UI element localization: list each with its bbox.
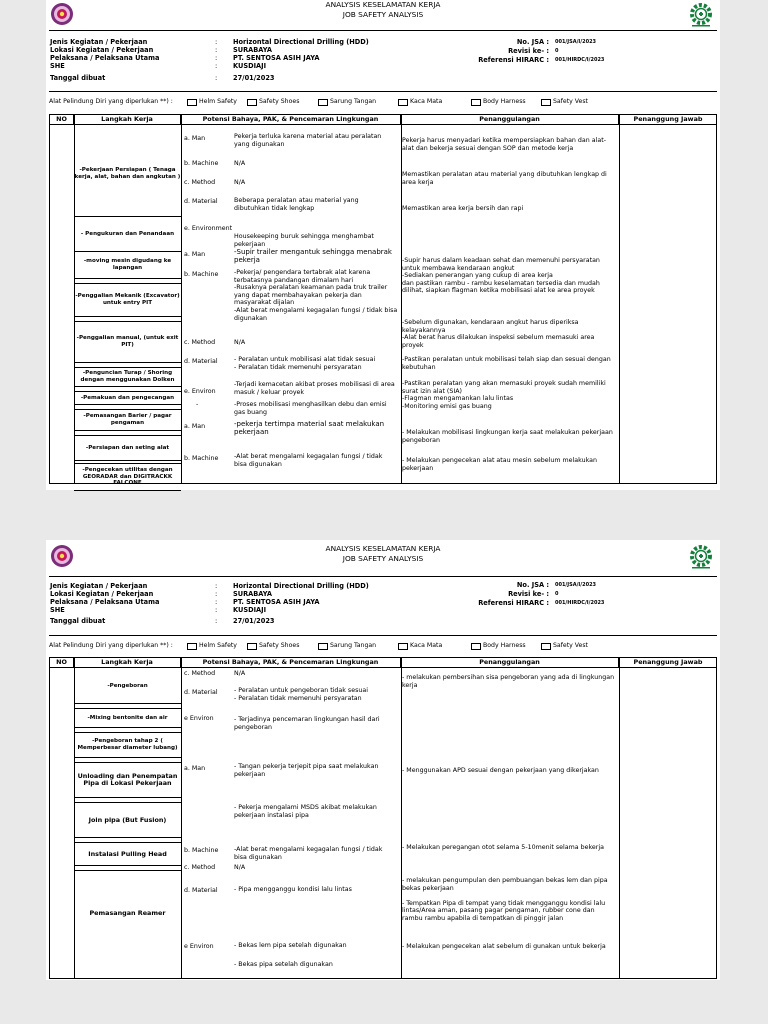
apd-helm-safety: Helm Safety (199, 98, 237, 105)
colon: : (215, 74, 218, 82)
label-lokasi: Lokasi Kegiatan / Pekerjaan (50, 590, 154, 598)
label-she: SHE (50, 606, 65, 614)
value-jenis-kegiatan: Horizontal Directional Drilling (HDD) (233, 582, 369, 590)
colon: : (215, 582, 218, 590)
colon: : (215, 598, 218, 606)
label-revisi: Revisi ke- : (508, 47, 549, 55)
label-jenis-kegiatan: Jenis Kegiatan / Pekerjaan (50, 38, 148, 46)
cat-method: c. Method (184, 339, 216, 346)
label-referensi: Referensi HIRARC : (478, 599, 549, 607)
step-galian-manual: -Penggalian manual, (untuk exit PIT) (74, 321, 181, 363)
colon: : (215, 606, 218, 614)
checkbox-safety-shoes[interactable] (247, 643, 257, 650)
hazard-text: -Supir trailer mengantuk sehingga menabrak pekerja (234, 248, 392, 264)
label-pelaksana: Pelaksana / Pelaksana Utama (50, 54, 160, 62)
colon: : (215, 617, 218, 625)
label-she: SHE (50, 62, 65, 70)
step-pemasangan-barier: -Pemasangan Barier / pagar pengaman (74, 409, 181, 431)
control-text: -Pastikan peralatan untuk mobilisasi telah siap dan sesuai dengan kebutuhan (402, 356, 611, 371)
step-pengeboran: -Pengeboran (74, 670, 181, 704)
col-penanggung-jawab: Penanggung Jawab (633, 658, 703, 666)
apd-kaca-mata: Kaca Mata (410, 642, 443, 649)
cat-material: d. Material (184, 198, 218, 205)
control-text: - Melakukan pengecekan alat sebelum di gunakan untuk bekerja (402, 943, 606, 950)
step-pemasangan-reamer: Pemasangan Reamer (74, 870, 181, 956)
hazard-text: N/A (234, 160, 246, 167)
step-mixing-bentonite: -Mixing bentonite dan air (74, 708, 181, 728)
cat-environ: e. Environ (184, 388, 216, 395)
checkbox-helm-safety[interactable] (187, 643, 197, 650)
hazard-text: -Terjadi kemacetan akibat proses mobilisasi di area masuk / keluar proyek (234, 381, 395, 396)
apd-body-harness: Body Harness (483, 642, 526, 649)
step-unloading-pipa: Unloading dan Penempatan Pipa di Lokasi Pekerjaan (74, 762, 181, 798)
jsa-table (49, 657, 717, 979)
apd-kaca-mata: Kaca Mata (410, 98, 443, 105)
colon: : (215, 38, 218, 46)
colon: : (215, 54, 218, 62)
checkbox-body-harness[interactable] (471, 99, 481, 106)
apd-safety-shoes: Safety Shoes (259, 98, 300, 105)
cat-material: d. Material (184, 689, 218, 696)
value-referensi: 001/HIRDC/I/2023 (555, 600, 605, 606)
col-langkah-kerja: Langkah Kerja (74, 658, 181, 667)
jsa-page-2 (46, 540, 720, 980)
col-langkah-kerja: Langkah Kerja (74, 115, 181, 124)
checkbox-kaca-mata[interactable] (398, 99, 408, 106)
colon: : (215, 590, 218, 598)
step-pemakuan: -Pemakuan dan pengecangan (74, 391, 181, 405)
apd-sarung-tangan: Sarung Tangan (330, 642, 377, 649)
value-revisi: 0 (555, 591, 559, 597)
apd-helm-safety: Helm Safety (199, 642, 237, 649)
value-lokasi: SURABAYA (233, 46, 273, 54)
cat-method: c. Method (184, 670, 216, 677)
hazard-text: N/A (234, 670, 246, 677)
apd-body-harness: Body Harness (483, 98, 526, 105)
cat-man: a. Man (184, 135, 206, 142)
hazard-text: - Peralatan untuk pengeboran tidak sesuai - Peralatan tidak memenuhi persyaratan (234, 687, 368, 702)
control-text: - Melakukan peregangan otot selama 5-10menit selama bekerja (402, 844, 604, 851)
control-text: Pekerja harus menyadari ketika mempersiapkan bahan dan alat-alat dan bekerja sesuai dengan SOP dan metode kerja (402, 137, 606, 152)
hazard-text: - Tangan pekerja terjepit pipa saat melakukan pekerjaan (234, 763, 379, 778)
step-penguncian-turap: -Penguncian Turap / Shoring dengan menggunakan Dolken (74, 367, 181, 387)
cat-machine: b. Machine (184, 160, 219, 167)
col-no: NO (50, 658, 74, 667)
checkbox-safety-shoes[interactable] (247, 99, 257, 106)
apd-safety-shoes: Safety Shoes (259, 642, 300, 649)
cat-man: a. Man (184, 765, 206, 772)
control-text: - melakukan pembersihan sisa pengeboran yang ada di lingkungan kerja (402, 674, 615, 689)
value-pelaksana: PT. SENTOSA ASIH JAYA (233, 598, 320, 606)
cat-machine: b. Machine (184, 271, 219, 278)
value-no-jsa: 001/JSA/I/2023 (555, 582, 597, 588)
col-potensi-bahaya: Potensi Bahaya, PAK, & Pencemaran Lingkungan (181, 115, 401, 124)
apd-row (49, 98, 717, 108)
checkbox-sarung-tangan[interactable] (318, 99, 328, 106)
value-tanggal: 27/01/2023 (233, 74, 275, 82)
value-no-jsa: 001/JSA/I/2023 (555, 39, 597, 45)
apd-sarung-tangan: Sarung Tangan (330, 98, 377, 105)
control-text: Memastikan peralatan atau material yang dibutuhkan lengkap di area kerja (402, 171, 607, 186)
checkbox-body-harness[interactable] (471, 643, 481, 650)
checkbox-sarung-tangan[interactable] (318, 643, 328, 650)
step-instalasi-pulling-head: Instalasi Pulling Head (74, 842, 181, 866)
cat-man: a. Man (184, 251, 206, 258)
doc-subtitle: JOB SAFETY ANALYSIS (342, 554, 424, 563)
doc-title: ANALYSIS KESELAMATAN KERJA (325, 0, 441, 9)
cat-method: c. Method (184, 864, 216, 871)
step-persiapan: -Pekerjaan Persiapan ( Tenaga kerja, alat, bahan dan angkutan ) (74, 131, 181, 217)
cat-dash: - (196, 401, 199, 408)
label-tanggal: Tanggal dibuat (50, 74, 106, 82)
hazard-text: N/A (234, 339, 246, 346)
control-text: - Melakukan pengecekan alat atau mesin sebelum melakukan pekerjaan (402, 457, 597, 472)
apd-safety-vest: Safety Vest (553, 98, 588, 105)
col-penanggung-jawab: Penanggung Jawab (633, 115, 703, 123)
checkbox-safety-vest[interactable] (541, 99, 551, 106)
doc-subtitle: JOB SAFETY ANALYSIS (342, 10, 424, 19)
hazard-text: -Alat berat mengalami kegagalan fungsi / tidak bisa digunakan (234, 846, 383, 861)
col-penanggulangan: Penanggulangan (401, 115, 619, 124)
control-text: - Melakukan mobilisasi lingkungan kerja saat melakukan pekerjaan pengeboran (402, 429, 613, 444)
control-text: - Menggunakan APD sesuai dengan pekerjaan yang dikerjakan (402, 767, 599, 774)
label-referensi: Referensi HIRARC : (478, 56, 549, 64)
label-pelaksana: Pelaksana / Pelaksana Utama (50, 598, 160, 606)
label-no-jsa: No. JSA : (516, 38, 549, 46)
value-revisi: 0 (555, 48, 559, 54)
header-block (49, 576, 717, 636)
hazard-text: - Pekerja mengalami MSDS akibat melakukan pekerjaan instalasi pipa (234, 804, 377, 819)
hazard-text: Beberapa peralatan atau material yang dibutuhkan tidak lengkap (234, 197, 359, 212)
label-no-jsa: No. JSA : (516, 581, 549, 589)
step-pengeboran-tahap-2: -Pengeboran tahap 2 ( Memperbesar diameter lubang) (74, 732, 181, 758)
step-galian-mekanik: -Penggalian Mekanik (Excavator) untuk entry PIT (74, 283, 181, 317)
cat-environment: e. Environment (184, 225, 233, 232)
cat-man: a. Man (184, 423, 206, 430)
step-persiapan-alat: -Persiapan dan seting alat (74, 435, 181, 461)
cat-material: d. Material (184, 887, 218, 894)
label-lokasi: Lokasi Kegiatan / Pekerjaan (50, 46, 154, 54)
value-she: KUSDIAJI (233, 62, 267, 70)
hazard-text: - Pipa mengganggu kondisi lalu lintas (234, 886, 352, 893)
step-pengecekan-utilitas: -Pengecekan utilitas dengan GEORADAR dan DIGITRACKK FALCONE (74, 463, 181, 491)
hazard-text: N/A (234, 864, 246, 871)
label-jenis-kegiatan: Jenis Kegiatan / Pekerjaan (50, 582, 148, 590)
hazard-text: - Bekas pipa setelah digunakan (234, 961, 333, 968)
hazard-text: -pekerja tertimpa material saat melakukan pekerjaan (234, 420, 385, 436)
apd-label: Alat Pelindung Diri yang diperlukan **) : (49, 642, 173, 649)
value-tanggal: 27/01/2023 (233, 617, 275, 625)
hazard-text: N/A (234, 179, 246, 186)
cat-environ: e Environ (184, 715, 214, 722)
apd-safety-vest: Safety Vest (553, 642, 588, 649)
cat-method: c. Method (184, 179, 216, 186)
col-no: NO (50, 115, 74, 124)
label-revisi: Revisi ke- : (508, 590, 549, 598)
control-text: -Sebelum digunakan, kendaraan angkut harus diperiksa kelayakannya -Alat berat harus dilakukan inspeksi sebelum memasuki area proyek (402, 319, 595, 349)
hazard-text: -Alat berat mengalami kegagalan fungsi / tidak bisa digunakan (234, 453, 383, 468)
control-text: Memastikan area kerja bersih dan rapi (402, 205, 524, 212)
jsa-page-1 (46, 0, 720, 490)
apd-label: Alat Pelindung Diri yang diperlukan **) : (49, 98, 173, 105)
hazard-text: - Terjadinya pencemaran lingkungan hasil dari pengeboran (234, 716, 380, 731)
doc-title: ANALYSIS KESELAMATAN KERJA (325, 544, 441, 553)
checkbox-helm-safety[interactable] (187, 99, 197, 106)
value-she: KUSDIAJI (233, 606, 267, 614)
colon: : (215, 62, 218, 70)
hazard-text: -Pekerja/ pengendara tertabrak alat karena terbatasnya pandangan dimalam hari -Rusaknya peralatan keamanan pada truk trailer yang dapat membahayakan pekerja dan masyarakat dijalan -Alat berat mengalami kegagalan fungsi / tidak bisa digunakan (234, 269, 398, 322)
hazard-text: Pekerja terluka karena material atau peralatan yang digunakan (234, 133, 382, 148)
checkbox-safety-vest[interactable] (541, 643, 551, 650)
colon: : (215, 46, 218, 54)
value-lokasi: SURABAYA (233, 590, 273, 598)
control-text: -Supir harus dalam keadaan sehat dan memenuhi persyaratan untuk membawa kendaraan angkut -Sediakan penerangan yang cukup di area kerja dan pastikan rambu - rambu keselamatan tersedia dan mudah dilihat, siapkan flagman ketika mobilisasi alat ke area proyek (402, 257, 600, 295)
value-jenis-kegiatan: Horizontal Directional Drilling (HDD) (233, 38, 369, 46)
cat-machine: b. Machine (184, 847, 219, 854)
value-pelaksana: PT. SENTOSA ASIH JAYA (233, 54, 320, 62)
jsa-table (49, 114, 717, 487)
cat-material: d. Material (184, 358, 218, 365)
hazard-text: Housekeeping buruk sehingga menghambat pekerjaan (234, 233, 374, 248)
checkbox-kaca-mata[interactable] (398, 643, 408, 650)
col-potensi-bahaya: Potensi Bahaya, PAK, & Pencemaran Lingkungan (181, 658, 401, 667)
step-join-pipa: Join pipa (But Fusion) (74, 802, 181, 838)
apd-row (49, 642, 717, 652)
header-block (49, 30, 717, 92)
value-referensi: 001/HIRDC/I/2023 (555, 57, 605, 63)
hazard-text: -Proses mobilisasi menghasilkan debu dan emisi gas buang (234, 401, 387, 416)
cat-machine: b. Machine (184, 455, 219, 462)
control-text: -Pastikan peralatan yang akan memasuki proyek sudah memiliki surat izin alat (SIA) -Flagman mengamankan lalu lintas -Monitoring emisi gas buang (402, 380, 606, 410)
step-moving-mesin: -moving mesin digudang ke lapangan (74, 251, 181, 279)
hazard-text: - Peralatan untuk mobilisasi alat tidak sesuai - Peralatan tidak memenuhi persyaratan (234, 356, 376, 371)
label-tanggal: Tanggal dibuat (50, 617, 106, 625)
step-pengukuran: - Pengukuran dan Penandaan (80, 230, 175, 237)
hazard-text: - Bekas lem pipa setelah digunakan (234, 942, 347, 949)
control-text: - melakukan pengumpulan den pembuangan bekas lem dan pipa bekas pekerjaan - Tempatkan Pipa di tempat yang tidak mengganggu kondisi lalu lintas/Area aman, pasang pagar pengaman, rubber cone dan rambu rambu apabila di tempatkan di pinggir jalan (402, 877, 608, 922)
cat-environ: e Environ (184, 943, 214, 950)
col-penanggulangan: Penanggulangan (401, 658, 619, 667)
